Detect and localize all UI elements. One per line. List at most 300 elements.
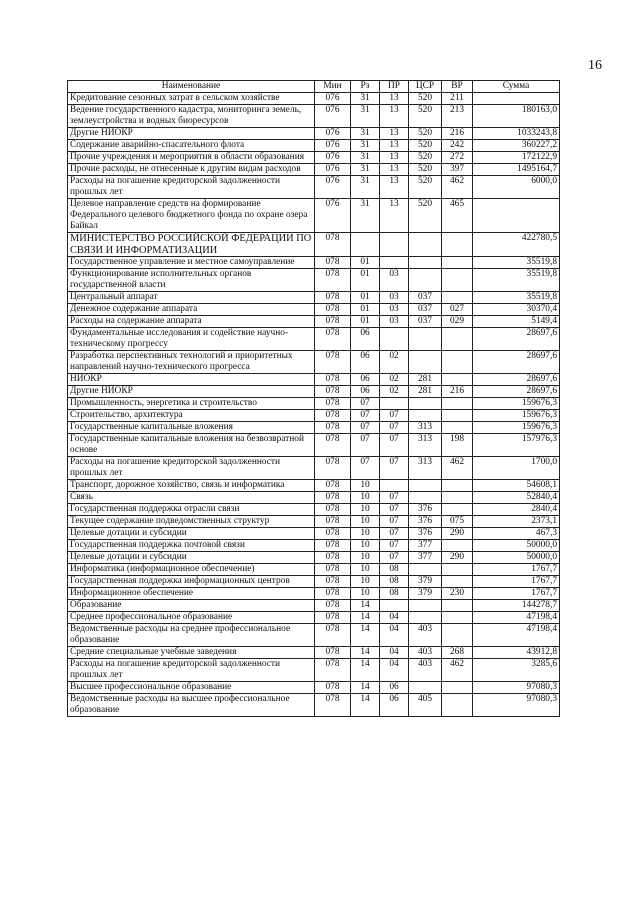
cell-pr: 13 bbox=[380, 164, 409, 176]
cell-vr: 029 bbox=[442, 316, 473, 328]
cell-pr: 03 bbox=[380, 316, 409, 328]
table-row bbox=[68, 576, 560, 588]
cell-rz: 10 bbox=[351, 504, 380, 516]
cell-csr: 520 bbox=[409, 152, 442, 164]
cell-sum: 172122,9 bbox=[473, 152, 560, 164]
cell-csr: 403 bbox=[409, 647, 442, 659]
cell-sum: 2373,1 bbox=[473, 516, 560, 528]
cell-rz: 10 bbox=[351, 516, 380, 528]
cell-rz: 31 bbox=[351, 164, 380, 176]
table-row bbox=[68, 128, 560, 140]
cell-pr: 04 bbox=[380, 659, 409, 682]
cell-min: 078 bbox=[315, 316, 351, 328]
cell-min: 078 bbox=[315, 398, 351, 410]
cell-vr bbox=[442, 504, 473, 516]
cell-sum: 97080,3 bbox=[473, 682, 560, 694]
cell-name: Среднее профессиональное образование bbox=[68, 612, 315, 624]
cell-vr: 216 bbox=[442, 128, 473, 140]
cell-min: 078 bbox=[315, 682, 351, 694]
cell-min: 078 bbox=[315, 410, 351, 422]
cell-sum: 467,3 bbox=[473, 528, 560, 540]
cell-min: 078 bbox=[315, 257, 351, 269]
cell-rz: 10 bbox=[351, 480, 380, 492]
cell-min: 078 bbox=[315, 694, 351, 717]
cell-min: 078 bbox=[315, 516, 351, 528]
cell-sum: 1033243,8 bbox=[473, 128, 560, 140]
cell-rz: 14 bbox=[351, 600, 380, 612]
cell-rz: 31 bbox=[351, 105, 380, 128]
col-header-pr: ПР bbox=[380, 81, 409, 93]
col-header-vr: ВР bbox=[442, 81, 473, 93]
cell-vr: 268 bbox=[442, 647, 473, 659]
cell-name: Ведение государственного кадастра, мониторинга земель, землеустройства и водных биоресурсов bbox=[68, 105, 315, 128]
cell-pr: 13 bbox=[380, 176, 409, 199]
cell-sum: 30370,4 bbox=[473, 304, 560, 316]
cell-sum: 54608,1 bbox=[473, 480, 560, 492]
cell-vr: 216 bbox=[442, 386, 473, 398]
table-row bbox=[68, 386, 560, 398]
cell-csr: 520 bbox=[409, 93, 442, 105]
cell-name: Расходы на погашение кредиторской задолженности прошлых лет bbox=[68, 176, 315, 199]
cell-rz: 01 bbox=[351, 257, 380, 269]
table-row bbox=[68, 540, 560, 552]
cell-name: НИОКР bbox=[68, 374, 315, 386]
cell-csr bbox=[409, 600, 442, 612]
cell-name: Другие НИОКР bbox=[68, 386, 315, 398]
col-header-sum: Сумма bbox=[473, 81, 560, 93]
cell-rz: 14 bbox=[351, 624, 380, 647]
table-row bbox=[68, 199, 560, 233]
cell-name: Транспорт, дорожное хозяйство, связь и информатика bbox=[68, 480, 315, 492]
cell-name: Средние специальные учебные заведения bbox=[68, 647, 315, 659]
cell-csr bbox=[409, 398, 442, 410]
cell-vr bbox=[442, 612, 473, 624]
cell-vr: 465 bbox=[442, 199, 473, 233]
header-row bbox=[68, 81, 560, 93]
cell-pr: 07 bbox=[380, 492, 409, 504]
cell-csr bbox=[409, 492, 442, 504]
cell-pr: 13 bbox=[380, 140, 409, 152]
cell-csr: 037 bbox=[409, 292, 442, 304]
cell-csr: 377 bbox=[409, 552, 442, 564]
cell-min: 076 bbox=[315, 176, 351, 199]
cell-name: Фундаментальные исследования и содействие научно-техническому прогрессу bbox=[68, 328, 315, 351]
cell-rz: 01 bbox=[351, 316, 380, 328]
cell-rz: 07 bbox=[351, 410, 380, 422]
cell-csr bbox=[409, 257, 442, 269]
col-header-csr: ЦСР bbox=[409, 81, 442, 93]
table-row bbox=[68, 233, 560, 257]
cell-csr bbox=[409, 480, 442, 492]
cell-min: 078 bbox=[315, 492, 351, 504]
cell-rz: 14 bbox=[351, 694, 380, 717]
cell-rz: 10 bbox=[351, 564, 380, 576]
cell-name: Целевые дотации и субсидии bbox=[68, 528, 315, 540]
cell-sum: 1767,7 bbox=[473, 588, 560, 600]
cell-sum: 2840,4 bbox=[473, 504, 560, 516]
table-row bbox=[68, 328, 560, 351]
cell-rz: 14 bbox=[351, 659, 380, 682]
cell-rz: 31 bbox=[351, 128, 380, 140]
cell-min: 078 bbox=[315, 434, 351, 457]
cell-rz bbox=[351, 233, 380, 257]
cell-pr: 04 bbox=[380, 647, 409, 659]
cell-vr: 230 bbox=[442, 588, 473, 600]
cell-csr: 520 bbox=[409, 199, 442, 233]
cell-min: 078 bbox=[315, 233, 351, 257]
cell-min: 078 bbox=[315, 588, 351, 600]
cell-csr: 376 bbox=[409, 528, 442, 540]
cell-rz: 06 bbox=[351, 374, 380, 386]
cell-min: 078 bbox=[315, 576, 351, 588]
cell-pr: 06 bbox=[380, 682, 409, 694]
cell-name: Денежное содержание аппарата bbox=[68, 304, 315, 316]
table-row bbox=[68, 164, 560, 176]
cell-sum bbox=[473, 199, 560, 233]
cell-pr: 03 bbox=[380, 304, 409, 316]
cell-rz: 10 bbox=[351, 552, 380, 564]
cell-vr bbox=[442, 257, 473, 269]
cell-vr bbox=[442, 351, 473, 374]
cell-pr: 04 bbox=[380, 624, 409, 647]
col-header-rz: Рз bbox=[351, 81, 380, 93]
cell-min: 076 bbox=[315, 140, 351, 152]
cell-vr bbox=[442, 269, 473, 292]
cell-pr bbox=[380, 257, 409, 269]
cell-sum: 360227,2 bbox=[473, 140, 560, 152]
cell-pr bbox=[380, 328, 409, 351]
cell-name: Функционирование исполнительных органов государственной власти bbox=[68, 269, 315, 292]
cell-min: 078 bbox=[315, 540, 351, 552]
cell-vr bbox=[442, 374, 473, 386]
table-row bbox=[68, 269, 560, 292]
cell-pr: 07 bbox=[380, 516, 409, 528]
cell-csr bbox=[409, 351, 442, 374]
table-row bbox=[68, 564, 560, 576]
cell-sum: 144278,7 bbox=[473, 600, 560, 612]
cell-name: Кредитование сезонных затрат в сельском хозяйстве bbox=[68, 93, 315, 105]
cell-pr: 08 bbox=[380, 588, 409, 600]
cell-sum: 3285,6 bbox=[473, 659, 560, 682]
cell-sum: 28697,6 bbox=[473, 328, 560, 351]
cell-sum: 50000,0 bbox=[473, 552, 560, 564]
cell-name: Связь bbox=[68, 492, 315, 504]
cell-sum: 97080,3 bbox=[473, 694, 560, 717]
cell-pr bbox=[380, 233, 409, 257]
cell-vr: 462 bbox=[442, 457, 473, 480]
cell-name: Расходы на погашение кредиторской задолженности прошлых лет bbox=[68, 659, 315, 682]
cell-min: 078 bbox=[315, 304, 351, 316]
cell-sum: 5149,4 bbox=[473, 316, 560, 328]
cell-vr bbox=[442, 576, 473, 588]
cell-sum: 157976,3 bbox=[473, 434, 560, 457]
cell-sum: 43912,8 bbox=[473, 647, 560, 659]
cell-csr: 520 bbox=[409, 140, 442, 152]
cell-vr: 290 bbox=[442, 528, 473, 540]
cell-rz: 07 bbox=[351, 434, 380, 457]
cell-sum: 47198,4 bbox=[473, 612, 560, 624]
cell-csr: 037 bbox=[409, 304, 442, 316]
table-row bbox=[68, 504, 560, 516]
cell-pr: 07 bbox=[380, 410, 409, 422]
cell-csr: 376 bbox=[409, 516, 442, 528]
cell-name: Целевое направление средств на формирование Федерального целевого бюджетного фонда по охране озера Байкал bbox=[68, 199, 315, 233]
cell-csr: 403 bbox=[409, 624, 442, 647]
cell-vr: 272 bbox=[442, 152, 473, 164]
cell-name: Государственное управление и местное самоуправление bbox=[68, 257, 315, 269]
cell-rz: 10 bbox=[351, 588, 380, 600]
cell-rz: 31 bbox=[351, 152, 380, 164]
cell-rz: 07 bbox=[351, 422, 380, 434]
cell-name: Промышленность, энергетика и строительство bbox=[68, 398, 315, 410]
cell-pr: 13 bbox=[380, 152, 409, 164]
cell-pr: 07 bbox=[380, 457, 409, 480]
table-row bbox=[68, 528, 560, 540]
cell-rz: 31 bbox=[351, 93, 380, 105]
cell-sum: 159676,3 bbox=[473, 422, 560, 434]
cell-pr: 08 bbox=[380, 564, 409, 576]
table-row bbox=[68, 612, 560, 624]
table-row bbox=[68, 374, 560, 386]
cell-min: 076 bbox=[315, 164, 351, 176]
cell-csr bbox=[409, 682, 442, 694]
cell-min: 078 bbox=[315, 292, 351, 304]
cell-min: 076 bbox=[315, 105, 351, 128]
table-row bbox=[68, 152, 560, 164]
cell-min: 078 bbox=[315, 386, 351, 398]
cell-pr: 06 bbox=[380, 694, 409, 717]
cell-csr bbox=[409, 328, 442, 351]
cell-vr bbox=[442, 398, 473, 410]
cell-sum: 50000,0 bbox=[473, 540, 560, 552]
cell-sum: 28697,6 bbox=[473, 386, 560, 398]
cell-csr bbox=[409, 564, 442, 576]
cell-min: 078 bbox=[315, 647, 351, 659]
cell-csr bbox=[409, 233, 442, 257]
cell-vr: 027 bbox=[442, 304, 473, 316]
table-row bbox=[68, 410, 560, 422]
table-row bbox=[68, 434, 560, 457]
cell-min: 078 bbox=[315, 504, 351, 516]
cell-vr: 397 bbox=[442, 164, 473, 176]
cell-vr bbox=[442, 540, 473, 552]
cell-min: 076 bbox=[315, 199, 351, 233]
table-row bbox=[68, 93, 560, 105]
cell-pr: 07 bbox=[380, 434, 409, 457]
table-row bbox=[68, 694, 560, 717]
cell-vr bbox=[442, 600, 473, 612]
cell-sum: 1767,7 bbox=[473, 564, 560, 576]
cell-csr: 405 bbox=[409, 694, 442, 717]
cell-pr: 07 bbox=[380, 552, 409, 564]
cell-sum: 52840,4 bbox=[473, 492, 560, 504]
cell-min: 076 bbox=[315, 152, 351, 164]
cell-csr: 379 bbox=[409, 588, 442, 600]
cell-min: 078 bbox=[315, 564, 351, 576]
cell-vr: 213 bbox=[442, 105, 473, 128]
cell-csr: 281 bbox=[409, 374, 442, 386]
cell-name: Информационное обеспечение bbox=[68, 588, 315, 600]
cell-rz: 31 bbox=[351, 140, 380, 152]
cell-name: Другие НИОКР bbox=[68, 128, 315, 140]
cell-min: 078 bbox=[315, 624, 351, 647]
cell-name: Государственная поддержка отрасли связи bbox=[68, 504, 315, 516]
cell-name: Строительство, архитектура bbox=[68, 410, 315, 422]
cell-sum: 159676,3 bbox=[473, 410, 560, 422]
cell-rz: 06 bbox=[351, 328, 380, 351]
cell-sum: 180163,0 bbox=[473, 105, 560, 128]
cell-rz: 06 bbox=[351, 351, 380, 374]
page-number: 16 bbox=[588, 58, 602, 73]
cell-vr: 211 bbox=[442, 93, 473, 105]
cell-name: Прочие расходы, не отнесенные к другим видам расходов bbox=[68, 164, 315, 176]
cell-vr bbox=[442, 292, 473, 304]
cell-name: Прочие учреждения и мероприятия в области образования bbox=[68, 152, 315, 164]
cell-name: Содержание аварийно-спасательного флота bbox=[68, 140, 315, 152]
cell-name: Текущее содержание подведомственных структур bbox=[68, 516, 315, 528]
cell-min: 078 bbox=[315, 552, 351, 564]
cell-rz: 14 bbox=[351, 647, 380, 659]
cell-pr: 07 bbox=[380, 528, 409, 540]
cell-vr bbox=[442, 233, 473, 257]
cell-pr: 02 bbox=[380, 351, 409, 374]
cell-rz: 31 bbox=[351, 199, 380, 233]
cell-vr bbox=[442, 328, 473, 351]
cell-csr bbox=[409, 410, 442, 422]
table-row bbox=[68, 480, 560, 492]
cell-sum: 1767,7 bbox=[473, 576, 560, 588]
cell-csr bbox=[409, 612, 442, 624]
cell-name: Государственные капитальные вложения bbox=[68, 422, 315, 434]
cell-sum: 1495164,7 bbox=[473, 164, 560, 176]
cell-name: Информатика (информационное обеспечение) bbox=[68, 564, 315, 576]
cell-csr: 281 bbox=[409, 386, 442, 398]
cell-vr bbox=[442, 564, 473, 576]
cell-pr bbox=[380, 480, 409, 492]
cell-vr: 198 bbox=[442, 434, 473, 457]
cell-vr bbox=[442, 624, 473, 647]
cell-pr: 03 bbox=[380, 292, 409, 304]
cell-rz: 14 bbox=[351, 682, 380, 694]
cell-name: Государственная поддержка информационных центров bbox=[68, 576, 315, 588]
cell-pr: 02 bbox=[380, 386, 409, 398]
cell-sum: 6000,0 bbox=[473, 176, 560, 199]
cell-rz: 07 bbox=[351, 398, 380, 410]
cell-sum: 35519,8 bbox=[473, 269, 560, 292]
cell-name: Расходы на содержание аппарата bbox=[68, 316, 315, 328]
cell-name: МИНИСТЕРСТВО РОССИЙСКОЙ ФЕДЕРАЦИИ ПО СВЯЗИ И ИНФОРМАТИЗАЦИИ bbox=[68, 233, 315, 257]
table-row bbox=[68, 659, 560, 682]
table-row bbox=[68, 516, 560, 528]
cell-vr bbox=[442, 492, 473, 504]
cell-vr bbox=[442, 694, 473, 717]
cell-csr: 377 bbox=[409, 540, 442, 552]
cell-pr: 02 bbox=[380, 374, 409, 386]
cell-rz: 31 bbox=[351, 176, 380, 199]
table-row bbox=[68, 140, 560, 152]
cell-rz: 01 bbox=[351, 304, 380, 316]
cell-name: Разработка перспективных технологий и приоритетных направлений научно-технического прогресса bbox=[68, 351, 315, 374]
cell-sum bbox=[473, 93, 560, 105]
cell-vr bbox=[442, 410, 473, 422]
cell-rz: 07 bbox=[351, 457, 380, 480]
col-header-min: Мин bbox=[315, 81, 351, 93]
cell-min: 078 bbox=[315, 374, 351, 386]
cell-rz: 01 bbox=[351, 269, 380, 292]
budget-table bbox=[67, 80, 560, 717]
cell-pr: 13 bbox=[380, 105, 409, 128]
cell-name: Центральный аппарат bbox=[68, 292, 315, 304]
cell-csr: 037 bbox=[409, 316, 442, 328]
cell-min: 076 bbox=[315, 128, 351, 140]
cell-name: Ведомственные расходы на высшее профессиональное образование bbox=[68, 694, 315, 717]
table-row bbox=[68, 398, 560, 410]
cell-sum: 422780,5 bbox=[473, 233, 560, 257]
cell-name: Высшее профессиональное образование bbox=[68, 682, 315, 694]
cell-sum: 28697,6 bbox=[473, 374, 560, 386]
table-row bbox=[68, 257, 560, 269]
cell-sum: 35519,8 bbox=[473, 292, 560, 304]
cell-vr bbox=[442, 480, 473, 492]
cell-pr: 04 bbox=[380, 612, 409, 624]
cell-min: 078 bbox=[315, 528, 351, 540]
table-row bbox=[68, 351, 560, 374]
table-row bbox=[68, 292, 560, 304]
cell-sum: 35519,8 bbox=[473, 257, 560, 269]
cell-csr: 313 bbox=[409, 457, 442, 480]
cell-vr bbox=[442, 422, 473, 434]
table-row bbox=[68, 176, 560, 199]
table-row bbox=[68, 647, 560, 659]
cell-sum: 159676,3 bbox=[473, 398, 560, 410]
cell-pr: 13 bbox=[380, 93, 409, 105]
cell-sum: 1700,0 bbox=[473, 457, 560, 480]
cell-pr bbox=[380, 398, 409, 410]
cell-vr: 242 bbox=[442, 140, 473, 152]
col-header-name: Наименование bbox=[68, 81, 315, 93]
table-row bbox=[68, 682, 560, 694]
cell-pr: 13 bbox=[380, 199, 409, 233]
cell-vr: 290 bbox=[442, 552, 473, 564]
cell-sum: 28697,6 bbox=[473, 351, 560, 374]
cell-min: 076 bbox=[315, 93, 351, 105]
table-row bbox=[68, 457, 560, 480]
table-row bbox=[68, 588, 560, 600]
cell-rz: 10 bbox=[351, 492, 380, 504]
table-row bbox=[68, 624, 560, 647]
cell-csr: 520 bbox=[409, 176, 442, 199]
cell-min: 078 bbox=[315, 328, 351, 351]
cell-sum: 47198,4 bbox=[473, 624, 560, 647]
cell-min: 078 bbox=[315, 351, 351, 374]
cell-min: 078 bbox=[315, 659, 351, 682]
cell-csr: 403 bbox=[409, 659, 442, 682]
cell-csr: 520 bbox=[409, 164, 442, 176]
cell-rz: 10 bbox=[351, 528, 380, 540]
cell-name: Ведомственные расходы на среднее профессиональное образование bbox=[68, 624, 315, 647]
cell-vr bbox=[442, 682, 473, 694]
cell-rz: 01 bbox=[351, 292, 380, 304]
cell-min: 078 bbox=[315, 269, 351, 292]
cell-min: 078 bbox=[315, 457, 351, 480]
table-row bbox=[68, 552, 560, 564]
cell-pr: 03 bbox=[380, 269, 409, 292]
cell-csr: 379 bbox=[409, 576, 442, 588]
cell-min: 078 bbox=[315, 600, 351, 612]
cell-pr bbox=[380, 600, 409, 612]
cell-vr: 462 bbox=[442, 176, 473, 199]
table-row bbox=[68, 492, 560, 504]
